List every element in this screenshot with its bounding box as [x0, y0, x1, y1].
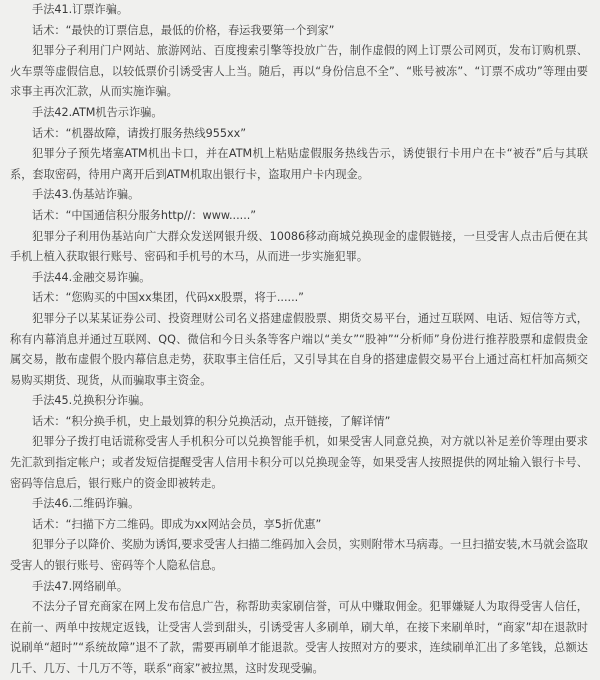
section-heading: 手法42.ATM机告示诈骗。: [32, 105, 163, 119]
section-body: 犯罪分子预先堵塞ATM机出卡口，并在ATM机上粘贴虚假服务热线告示，诱使银行卡用户在卡“被吞”后与其联系，套取密码，待用户离开后到ATM机取出银行卡，盗取用户卡内现金。: [10, 147, 588, 181]
section-talk: 话术：“积分换手机，史上最划算的积分兑换活动，点开链接，了解详情”: [32, 414, 391, 428]
section-43: [10, 185, 588, 267]
section-body: 犯罪分子以某某证券公司、投资理财公司名义搭建虚假股票、期货交易平台，通过互联网、电话、短信等方式，称有内幕消息并通过互联网、QQ、微信和今日头条等客户端以“美女”“股神”“分析师”身份进行推荐股票和虚假贵金属交易，散布虚假个股内幕信息走势，获取事主信任后，又引导其在自身的搭建虚假交易平台上通过高杠杆加高频交易购买期货、现货，从而骗取事主资金。: [10, 311, 588, 387]
section-heading: 手法47.网络刷单。: [32, 579, 129, 593]
section-heading: 手法43.伪基站诈骗。: [32, 188, 140, 202]
section-heading: 手法44.金融交易诈骗。: [32, 270, 151, 284]
section-body: 犯罪分子拨打电话谎称受害人手机积分可以兑换智能手机，如果受害人同意兑换，对方就以补足差价等理由要求先汇款到指定帐户；或者发短信提醒受害人信用卡积分可以兑换现金等，如果受害人按照提供的网址输入银行卡号、密码等信息后，银行账户的资金即被转走。: [10, 435, 588, 490]
section-body: 犯罪分子利用伪基站向广大群众发送网银升级、10086移动商城兑换现金的虚假链接，一旦受害人点击后便在其手机上植入获取银行账号、密码和手机号的木马，从而进一步实施犯罪。: [10, 229, 588, 264]
section-body: 犯罪分子以降价、奖励为诱饵,要求受害人扫描二维码加入会员，实则附带木马病毒。一旦扫描安装,木马就会盗取受害人的银行账号、密码等个人隐私信息。: [10, 538, 588, 573]
section-body: 不法分子冒充商家在网上发布信息广告，称帮助卖家刷信誉，可从中赚取佣金。犯罪嫌疑人为取得受害人信任，在前一、两单中按规定返钱，让受害人尝到甜头，引诱受害人多刷单，刷大单，在接下来刷单时，“商家”却在退款时说刷单“超时”“系统故障”退不了款，需要再刷单才能退款。受害人按照对方的要求，连续刷单汇出了多笔钱，总额达几千、几万、十几万不等，联系“商家”被拉黑，这时发现受骗。: [10, 600, 588, 675]
section-42: [10, 103, 588, 185]
section-44: [10, 268, 588, 392]
section-heading: 手法41.订票诈骗。: [32, 3, 129, 16]
section-talk: 话术：“最快的订票信息，最低的价格，春运我要第一个到家”: [32, 23, 335, 37]
section-talk: 话术：“中国通信积分服务http//：www......”: [32, 208, 257, 222]
section-heading: 手法45.兑换积分诈骗。: [32, 394, 151, 408]
section-talk: 话术：“机器故障，请拨打服务热线955xx”: [32, 126, 247, 140]
section-45: [10, 391, 588, 494]
section-body: 犯罪分子利用门户网站、旅游网站、百度搜索引擎等投放广告，制作虚假的网上订票公司网页，发布订购机票、火车票等虚假信息，以较低票价引诱受害人上当。随后，再以“身份信息不全”、“账号被冻”、“订票不成功”等理由要求事主再次汇款，从而实施诈骗。: [10, 44, 588, 99]
section-talk: 话术：“您购买的中国xx集团，代码xx股票，将于......”: [32, 291, 304, 305]
section-46: [10, 494, 588, 576]
section-heading: 手法46.二维码诈骗。: [32, 497, 140, 511]
section-47: [10, 577, 588, 680]
section-talk: 话术：“扫描下方二维码。即成为xx网站会员，享5折优惠”: [32, 517, 322, 531]
section-41: [10, 0, 588, 103]
